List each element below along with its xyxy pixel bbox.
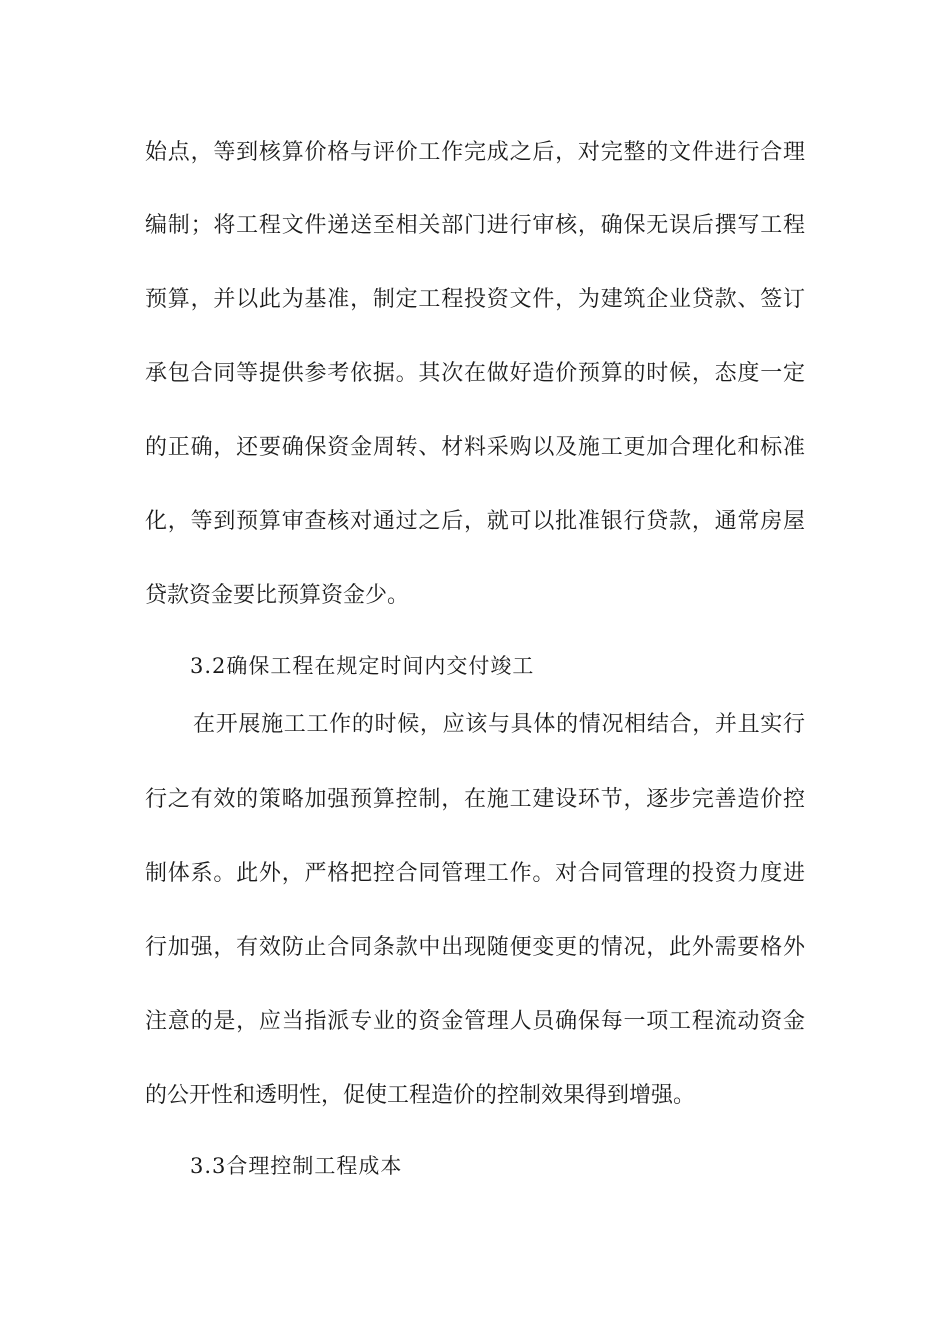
paragraph-line: 制体系。此外，严格把控合同管理工作。对合同管理的投资力度进: [145, 861, 805, 886]
paragraph-line: 承包合同等提供参考依据。其次在做好造价预算的时候，态度一定: [145, 361, 805, 386]
paragraph-line: 行加强，有效防止合同条款中出现随便变更的情况，此外需要格外: [145, 935, 805, 960]
section-heading: 3.3合理控制工程成本: [190, 1154, 403, 1178]
paragraph-line: 注意的是，应当指派专业的资金管理人员确保每一项工程流动资金: [145, 1009, 805, 1034]
paragraph-line: 化，等到预算审查核对通过之后，就可以批准银行贷款，通常房屋: [145, 509, 805, 534]
paragraph-line: 的公开性和透明性，促使工程造价的控制效果得到增强。: [145, 1083, 696, 1108]
paragraph-line: 贷款资金要比预算资金少。: [145, 583, 410, 608]
paragraph-line: 在开展施工工作的时候，应该与具体的情况相结合，并且实行: [193, 712, 805, 737]
paragraph-line: 始点，等到核算价格与评价工作完成之后，对完整的文件进行合理: [145, 140, 805, 165]
paragraph-line: 编制；将工程文件递送至相关部门进行审核，确保无误后撰写工程: [145, 213, 805, 238]
paragraph-line: 行之有效的策略加强预算控制，在施工建设环节，逐步完善造价控: [145, 787, 805, 812]
paragraph-line: 的正确，还要确保资金周转、材料采购以及施工更加合理化和标准: [145, 435, 805, 460]
section-heading: 3.2确保工程在规定时间内交付竣工: [190, 654, 535, 678]
paragraph-line: 预算，并以此为基准，制定工程投资文件，为建筑企业贷款、签订: [145, 287, 805, 312]
